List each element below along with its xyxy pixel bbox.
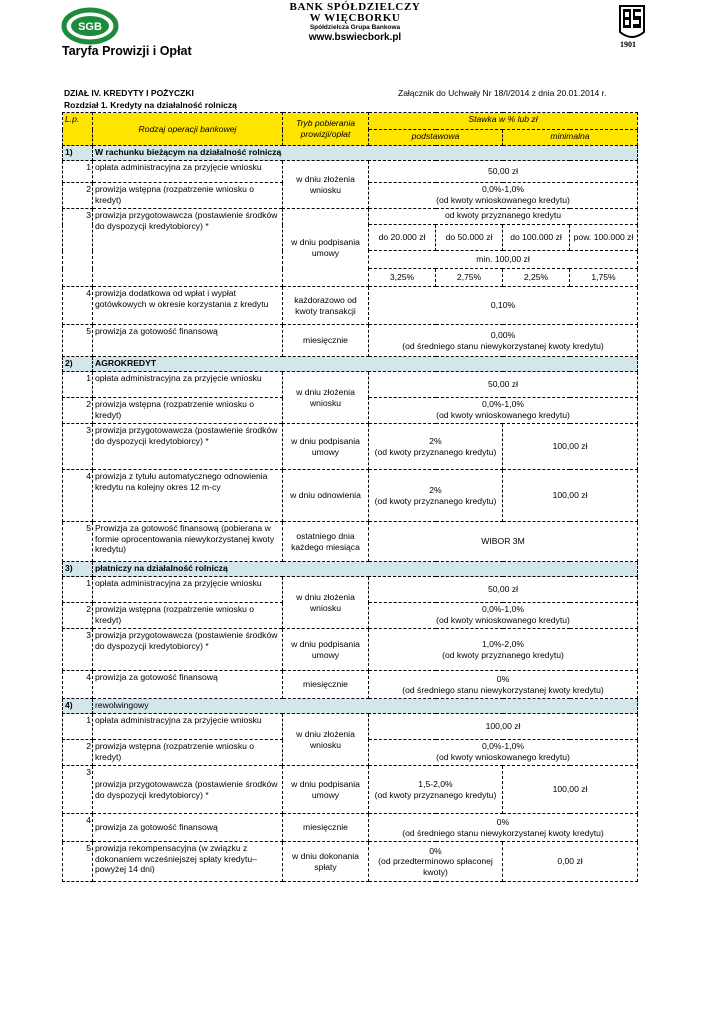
table-row: [63, 577, 638, 603]
rate-note: (od kwoty wnioskowanego kredytu): [436, 614, 570, 625]
charge-mode: miesięcznie: [283, 814, 369, 842]
rate-minimal: 100,00 zł: [503, 424, 638, 470]
rate-value: [369, 629, 638, 671]
sgb-logo-text: SGB: [78, 21, 102, 33]
row-number: 2: [63, 603, 93, 629]
charge-mode: w dniu złożenia wniosku: [283, 577, 369, 629]
rate-value: WIBOR 3M: [369, 522, 638, 562]
tier-label: pow. 100.000 zł: [570, 225, 638, 251]
tier-rate: 2,75%: [436, 269, 503, 287]
table-row: [63, 470, 638, 522]
operation-desc: Prowizja za gotowość finansową (pobierana w formie oprocentowania niewykorzystanej kwoty kredytu): [93, 522, 283, 562]
table-row: [63, 671, 638, 699]
operation-desc: prowizja przygotowawcza (postawienie środków do dyspozycji kredytobiorcy) *: [93, 766, 283, 814]
row-number: 3: [63, 209, 93, 287]
operation-desc: prowizja za gotowość finansową: [93, 671, 283, 699]
rate-main: 0%: [429, 845, 442, 856]
row-number: 1: [63, 372, 93, 398]
header-basic: podstawowa: [369, 130, 503, 146]
rate-basic: [369, 470, 503, 522]
rate-note: (od kwoty przyznanego kredytu): [374, 446, 497, 457]
rate-note: (od kwoty przyznanego kredytu): [374, 495, 497, 506]
operation-desc: prowizja przygotowawcza (postawienie środków do dyspozycji kredytobiorcy) *: [93, 424, 283, 470]
row-number: 3: [63, 424, 93, 470]
rate-main: 0,0%-1,0%: [481, 399, 525, 409]
row-number: 2: [63, 183, 93, 209]
table-row: [63, 814, 638, 842]
row-number: 2: [63, 740, 93, 766]
tier-label: do 50.000 zł: [436, 225, 503, 251]
rate-value: [369, 183, 638, 209]
rate-minimal: 100,00 zł: [503, 470, 638, 522]
table-row: [63, 842, 638, 882]
table-row: [63, 714, 638, 740]
charge-mode: w dniu złożenia wniosku: [283, 161, 369, 209]
operation-desc: prowizja za gotowość finansową: [93, 814, 283, 842]
operation-desc: opłata administracyjna za przyjęcie wniosku: [93, 577, 283, 603]
tariff-title: Taryfa Prowizji i Opłat: [62, 44, 192, 58]
tier-rate: 1,75%: [570, 269, 638, 287]
tier-label: do 20.000 zł: [369, 225, 436, 251]
row-number: 2: [63, 398, 93, 424]
charge-mode: w dniu podpisania umowy: [283, 209, 369, 287]
row-number: 3: [63, 766, 93, 814]
header-minimal: minimalna: [503, 130, 638, 146]
table-row: [63, 325, 638, 357]
row-number: 4: [63, 470, 93, 522]
rate-main: 0%: [496, 816, 510, 827]
section-number: 2): [63, 357, 93, 372]
rate-main: 0,00%: [490, 329, 516, 340]
row-number: 1: [63, 714, 93, 740]
rate-minimal: 100,00 zł: [503, 766, 638, 814]
rate-note: (od średniego stanu niewykorzystanej kwoty kredytu): [402, 684, 604, 695]
rate-value: 50,00 zł: [369, 577, 638, 603]
rate-main: 2%: [429, 435, 442, 446]
section-row: [63, 699, 638, 714]
rate-value: [369, 325, 638, 357]
table-row: [63, 372, 638, 398]
rate-note: (od kwoty wnioskowanego kredytu): [436, 409, 570, 420]
operation-desc: prowizja wstępna (rozpatrzenie wniosku o kredyt): [93, 398, 283, 424]
section-title: DZIAŁ IV. KREDYTY I POŻYCZKI: [64, 88, 194, 98]
header-operation: Rodzaj operacji bankowej: [93, 113, 283, 146]
bank-name-line2: W WIĘCBORKU: [309, 12, 401, 24]
row-number: 3: [63, 629, 93, 671]
table-row: [63, 522, 638, 562]
charge-mode: w dniu złożenia wniosku: [283, 372, 369, 424]
rate-main: 0,0%-1,0%: [481, 741, 525, 751]
rate-note: (od kwoty wnioskowanego kredytu): [436, 194, 570, 205]
charge-mode: w dniu dokonania spłaty: [283, 842, 369, 882]
rate-basic: [369, 842, 503, 882]
table-row: [63, 629, 638, 671]
rate-value: [369, 671, 638, 699]
operation-desc: prowizja wstępna (rozpatrzenie wniosku o kredyt): [93, 603, 283, 629]
rate-basic: [369, 424, 503, 470]
charge-mode: miesięcznie: [283, 325, 369, 357]
table-row: [63, 287, 638, 325]
operation-desc: prowizja wstępna (rozpatrzenie wniosku o kredyt): [93, 183, 283, 209]
section-title: W rachunku bieżącym na działalność rolniczą: [93, 146, 638, 161]
rate-value: od kwoty przyznanego kredytu: [369, 209, 638, 225]
operation-desc: prowizja wstępna (rozpatrzenie wniosku o kredyt): [93, 740, 283, 766]
row-number: 5: [63, 522, 93, 562]
row-number: 5: [63, 842, 93, 882]
bs-emblem-icon: [618, 4, 646, 42]
operation-desc: opłata administracyjna za przyjęcie wniosku: [93, 714, 283, 740]
bank-website: www.bswiecbork.pl: [308, 32, 402, 43]
row-number: 4: [63, 671, 93, 699]
charge-mode: w dniu podpisania umowy: [283, 629, 369, 671]
rate-value: 50,00 zł: [369, 161, 638, 183]
table-row: [63, 766, 638, 814]
rate-note: (od przedterminowo spłaconej kwoty): [378, 856, 493, 877]
table-row: [63, 209, 638, 225]
rate-note: (od średniego stanu niewykorzystanej kwoty kredytu): [402, 340, 604, 351]
bank-group-name: Spółdzielcza Grupa Bankowa: [309, 24, 401, 31]
table-row: [63, 424, 638, 470]
rate-value: 50,00 zł: [369, 372, 638, 398]
row-number: 4: [63, 287, 93, 325]
charge-mode: ostatniego dnia każdego miesiąca: [283, 522, 369, 562]
operation-desc: prowizja z tytułu automatycznego odnowienia kredytu na kolejny okres 12 m-cy: [93, 470, 283, 522]
charge-mode: każdorazowo od kwoty transakcji: [283, 287, 369, 325]
rate-minimal: 0,00 zł: [503, 842, 638, 882]
rate-note: (od średniego stanu niewykorzystanej kwoty kredytu): [402, 827, 604, 838]
section-number: 3): [63, 562, 93, 577]
bank-header: [250, 2, 460, 44]
operation-desc: prowizja dodatkowa od wpłat i wypłat gotówkowych w okresie korzystania z kredytu: [93, 287, 283, 325]
rate-main: 1,0%-2,0%: [481, 638, 525, 649]
rate-value: 100,00 zł: [369, 714, 638, 740]
header-mode: Tryb pobierania prowizji/opłat: [283, 113, 369, 146]
operation-desc: prowizja za gotowość finansową: [93, 325, 283, 357]
section-row: [63, 562, 638, 577]
section-title: AGROKREDYT: [93, 357, 638, 372]
rate-main: 0,0%-1,0%: [481, 184, 525, 194]
rate-basic: [369, 766, 503, 814]
operation-desc: opłata administracyjna za przyjęcie wniosku: [93, 372, 283, 398]
annex-text: Załącznik do Uchwały Nr 18/I/2014 z dnia 20.01.2014 r.: [398, 88, 607, 98]
operation-desc: opłata administracyjna za przyjęcie wniosku: [93, 161, 283, 183]
rate-value: 0,10%: [369, 287, 638, 325]
rate-min: min. 100,00 zł: [369, 251, 638, 269]
rate-value: [369, 398, 638, 424]
row-number: 1: [63, 161, 93, 183]
charge-mode: w dniu podpisania umowy: [283, 424, 369, 470]
rate-note: (od kwoty przyznanego kredytu): [374, 789, 497, 800]
section-title: rewolwingowy: [93, 699, 638, 714]
row-number: 4: [63, 814, 93, 842]
rate-note: (od kwoty wnioskowanego kredytu): [436, 751, 570, 762]
rate-value: [369, 814, 638, 842]
rate-main: 1,5-2,0%: [418, 778, 453, 789]
operation-desc: prowizja rekompensacyjna (w związku z dokonaniem wcześniejszej spłaty kredytu– powyżej 14 dni): [93, 842, 283, 882]
charge-mode: w dniu odnowienia: [283, 470, 369, 522]
operation-desc: prowizja przygotowawcza (postawienie środków do dyspozycji kredytobiorcy) *: [93, 629, 283, 671]
tier-label: do 100.000 zł: [503, 225, 570, 251]
charge-mode: w dniu podpisania umowy: [283, 766, 369, 814]
section-row: [63, 357, 638, 372]
rate-value: [369, 740, 638, 766]
section-row: [63, 146, 638, 161]
rate-main: 2%: [429, 484, 442, 495]
bank-name-line1: BANK SPÓŁDZIELCZY: [289, 1, 421, 13]
section-title: płatniczy na działalność rolniczą: [93, 562, 638, 577]
fee-table: [62, 112, 638, 882]
chapter-title: Rozdział 1. Kredyty na działalność rolniczą: [64, 100, 237, 110]
charge-mode: miesięcznie: [283, 671, 369, 699]
rate-main: 0%: [496, 673, 510, 684]
section-number: 1): [63, 146, 93, 161]
operation-desc: prowizja przygotowawcza (postawienie środków do dyspozycji kredytobiorcy) *: [93, 209, 283, 287]
row-number: 5: [63, 325, 93, 357]
header-lp: L.p.: [63, 113, 93, 146]
charge-mode: w dniu złożenia wniosku: [283, 714, 369, 766]
rate-value: [369, 603, 638, 629]
rate-note: (od kwoty przyznanego kredytu): [442, 649, 564, 660]
row-number: 1: [63, 577, 93, 603]
table-row: [63, 161, 638, 183]
section-number: 4): [63, 699, 93, 714]
header-rate: Stawka w % lub zł: [369, 113, 638, 130]
tier-rate: 3,25%: [369, 269, 436, 287]
rate-main: 0,0%-1,0%: [481, 604, 525, 614]
bs-year: 1901: [620, 40, 636, 49]
sgb-logo: [60, 6, 122, 46]
tier-rate: 2,25%: [503, 269, 570, 287]
